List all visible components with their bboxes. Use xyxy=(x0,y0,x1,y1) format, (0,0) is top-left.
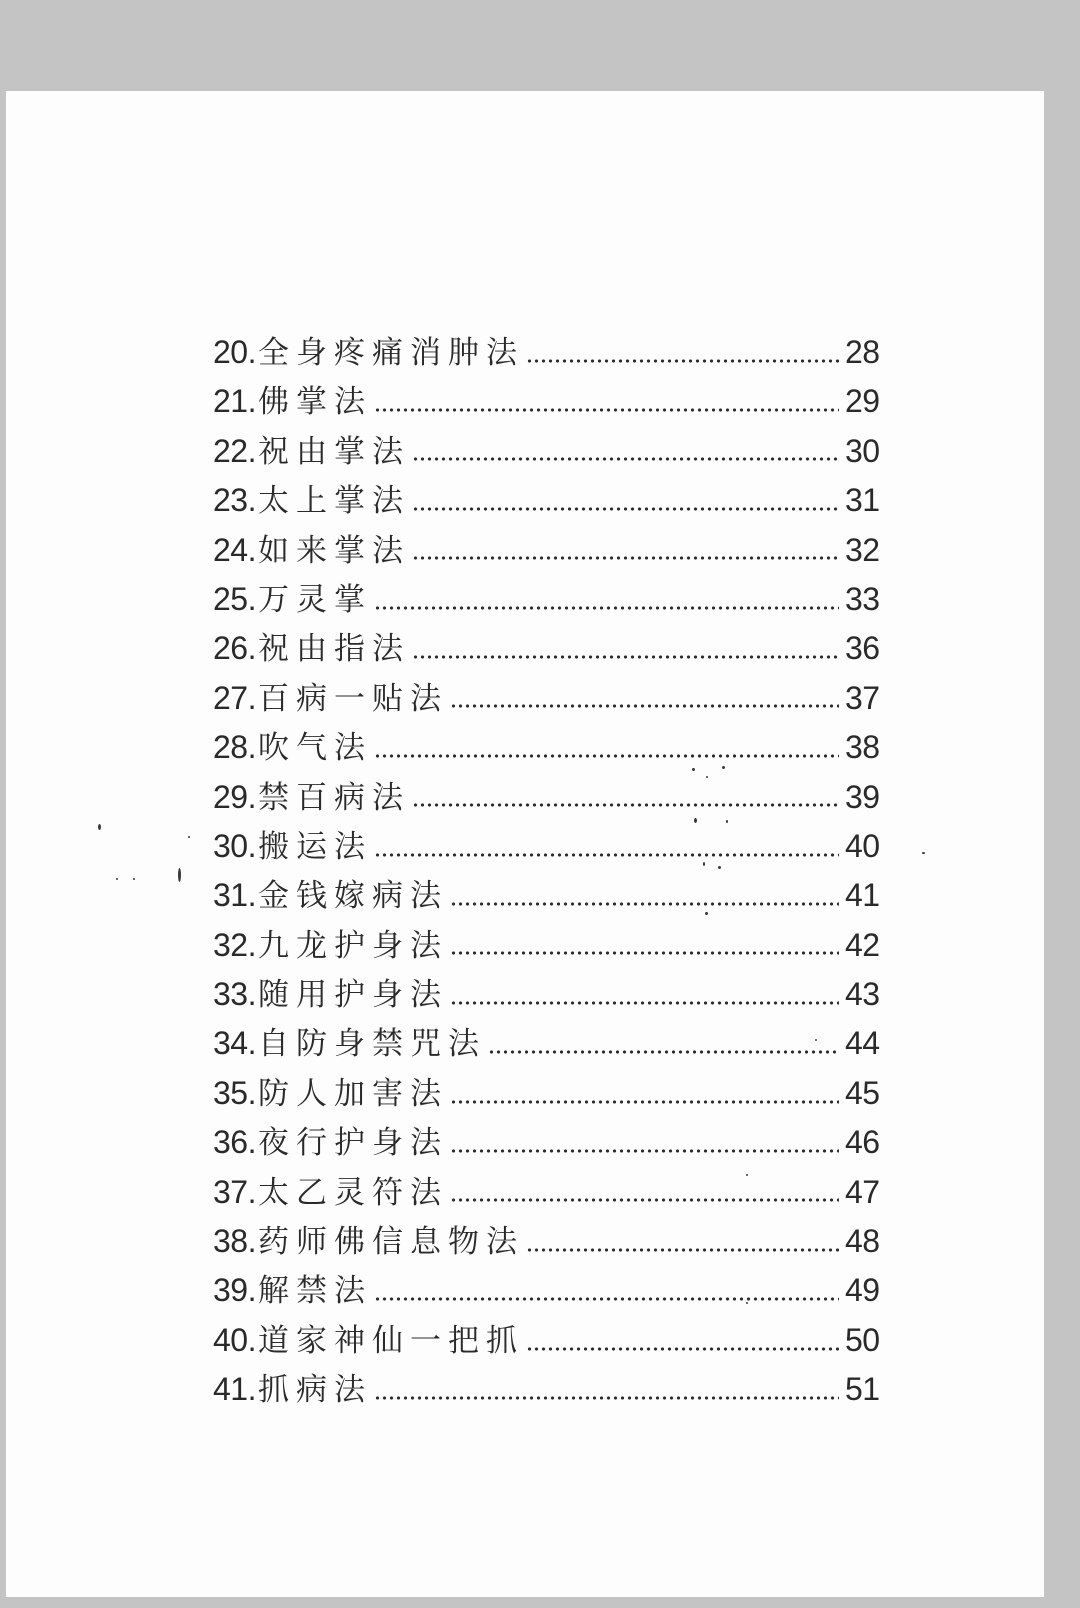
toc-dot-leader xyxy=(412,655,839,659)
scan-speck xyxy=(706,776,708,778)
toc-entry-page-number: 45 xyxy=(845,1074,880,1111)
scan-speck xyxy=(705,912,708,915)
toc-entry-title: 搬运法 xyxy=(257,828,372,865)
scan-speck xyxy=(98,824,101,830)
toc-entry-title: 夜行护身法 xyxy=(257,1125,448,1162)
toc-entry[interactable] xyxy=(213,970,885,1019)
toc-entry-page-number: 30 xyxy=(845,432,880,469)
toc-entry[interactable] xyxy=(213,575,885,624)
toc-entry-page-number: 39 xyxy=(845,778,880,815)
toc-entry-number: 30. xyxy=(213,827,256,864)
toc-entry[interactable] xyxy=(213,921,885,970)
toc-entry-number: 37. xyxy=(213,1173,256,1210)
toc-entry-number: 32. xyxy=(213,926,256,963)
toc-entry-page-number: 28 xyxy=(845,334,880,370)
toc-entry[interactable] xyxy=(213,1019,885,1068)
toc-entry-number: 25. xyxy=(213,580,256,617)
toc-dot-leader xyxy=(412,507,839,511)
toc-entry[interactable] xyxy=(213,1365,885,1414)
toc-dot-leader xyxy=(374,853,839,857)
toc-entry[interactable] xyxy=(213,624,885,673)
toc-entry-page-number: 43 xyxy=(845,976,880,1013)
toc-dot-leader xyxy=(450,902,839,906)
toc-entry[interactable] xyxy=(213,526,885,575)
toc-entry-title: 太乙灵符法 xyxy=(257,1174,448,1211)
scan-speck xyxy=(178,868,181,882)
toc-entry-title: 吹气法 xyxy=(257,730,372,767)
scan-speck xyxy=(746,1174,748,1176)
toc-entry-page-number: 29 xyxy=(845,383,880,420)
toc-entry-page-number: 33 xyxy=(845,580,880,617)
toc-entry-title: 百病一贴法 xyxy=(257,680,448,717)
toc-entry-page-number: 31 xyxy=(845,482,880,519)
toc-entry[interactable] xyxy=(213,1168,885,1217)
toc-entry-number: 39. xyxy=(213,1272,256,1309)
scan-speck xyxy=(133,878,135,880)
toc-entry[interactable] xyxy=(213,377,885,426)
toc-entry-number: 26. xyxy=(213,630,256,667)
toc-entry-page-number: 32 xyxy=(845,531,880,568)
toc-entry[interactable] xyxy=(213,1217,885,1266)
toc-entry-number: 41. xyxy=(213,1371,256,1408)
toc-dot-leader xyxy=(412,457,839,461)
toc-dot-leader xyxy=(450,1001,839,1005)
toc-entry-number: 28. xyxy=(213,729,256,766)
toc-entry-title: 全身疼痛消肿法 xyxy=(257,335,524,371)
toc-entry-title: 金钱嫁病法 xyxy=(257,878,448,915)
toc-entry[interactable] xyxy=(213,822,885,871)
toc-entry[interactable] xyxy=(213,328,885,377)
toc-dot-leader xyxy=(526,1248,839,1252)
scan-speck xyxy=(722,766,725,769)
toc-entry[interactable] xyxy=(213,427,885,476)
toc-entry-page-number: 38 xyxy=(845,729,880,766)
toc-entry-number: 20. xyxy=(213,334,256,370)
toc-entry-page-number: 41 xyxy=(845,877,880,914)
toc-entry-title: 佛掌法 xyxy=(257,384,372,421)
scan-speck xyxy=(703,862,705,866)
toc-entry-title: 药师佛信息物法 xyxy=(257,1224,524,1261)
toc-dot-leader xyxy=(450,1198,839,1202)
toc-entry-page-number: 47 xyxy=(845,1173,880,1210)
toc-dot-leader xyxy=(412,556,839,560)
scan-speck xyxy=(694,818,697,823)
toc-entry-page-number: 48 xyxy=(845,1223,880,1260)
toc-dot-leader xyxy=(526,1347,839,1351)
toc-entry[interactable] xyxy=(213,1316,885,1365)
toc-entry[interactable] xyxy=(213,476,885,525)
scan-speck xyxy=(922,852,925,854)
toc-dot-leader xyxy=(450,1100,839,1104)
toc-entry-number: 34. xyxy=(213,1025,256,1062)
scan-speck xyxy=(746,1302,748,1304)
toc-entry-page-number: 42 xyxy=(845,926,880,963)
toc-dot-leader xyxy=(374,1297,839,1301)
toc-entry-number: 31. xyxy=(213,877,256,914)
toc-entry-page-number: 40 xyxy=(845,827,880,864)
scan-speck xyxy=(692,768,695,771)
toc-entry[interactable] xyxy=(213,1118,885,1167)
toc-entry-title: 抓病法 xyxy=(257,1372,372,1409)
toc-entry[interactable] xyxy=(213,1069,885,1118)
toc-entry[interactable] xyxy=(213,773,885,822)
scan-speck xyxy=(815,1039,817,1041)
toc-entry-title: 禁百病法 xyxy=(257,779,410,816)
toc-entry-number: 33. xyxy=(213,976,256,1013)
toc-entry-page-number: 46 xyxy=(845,1124,880,1161)
table-of-contents xyxy=(213,328,885,1415)
toc-dot-leader xyxy=(412,803,839,807)
toc-entry[interactable] xyxy=(213,1266,885,1315)
toc-entry-title: 万灵掌 xyxy=(257,581,372,618)
toc-dot-leader xyxy=(526,359,839,363)
toc-entry-number: 35. xyxy=(213,1074,256,1111)
toc-dot-leader xyxy=(450,704,839,708)
toc-entry-title: 如来掌法 xyxy=(257,532,410,569)
toc-entry-number: 22. xyxy=(213,432,256,469)
toc-dot-leader xyxy=(374,606,839,610)
toc-dot-leader xyxy=(374,754,839,758)
scan-speck xyxy=(726,820,728,823)
toc-entry-title: 道家神仙一把抓 xyxy=(257,1322,524,1359)
scan-speck xyxy=(718,866,721,869)
scan-speck xyxy=(116,878,118,880)
toc-entry-page-number: 50 xyxy=(845,1321,880,1358)
toc-entry-number: 24. xyxy=(213,531,256,568)
toc-entry-number: 23. xyxy=(213,482,256,519)
toc-entry-number: 38. xyxy=(213,1223,256,1260)
toc-entry[interactable] xyxy=(213,674,885,723)
toc-entry-title: 祝由掌法 xyxy=(257,433,410,470)
toc-dot-leader xyxy=(374,1396,839,1400)
toc-entry-title: 祝由指法 xyxy=(257,631,410,668)
toc-entry-page-number: 44 xyxy=(845,1025,880,1062)
toc-entry-number: 36. xyxy=(213,1124,256,1161)
toc-entry-title: 随用护身法 xyxy=(257,977,448,1014)
toc-entry-title: 防人加害法 xyxy=(257,1075,448,1112)
toc-entry-number: 27. xyxy=(213,679,256,716)
toc-dot-leader xyxy=(450,951,839,955)
toc-entry[interactable] xyxy=(213,871,885,920)
toc-entry-title: 太上掌法 xyxy=(257,483,410,520)
toc-entry-number: 21. xyxy=(213,383,256,420)
toc-entry-number: 40. xyxy=(213,1321,256,1358)
toc-dot-leader xyxy=(374,408,839,412)
scan-speck xyxy=(188,836,190,838)
toc-entry-title: 九龙护身法 xyxy=(257,927,448,964)
toc-entry-title: 自防身禁咒法 xyxy=(257,1026,486,1063)
toc-dot-leader xyxy=(450,1149,839,1153)
toc-entry-page-number: 51 xyxy=(845,1371,880,1408)
toc-entry-page-number: 49 xyxy=(845,1272,880,1309)
toc-entry-page-number: 36 xyxy=(845,630,880,667)
toc-entry-page-number: 37 xyxy=(845,679,880,716)
toc-dot-leader xyxy=(488,1050,839,1054)
toc-entry[interactable] xyxy=(213,723,885,772)
toc-entry-title: 解禁法 xyxy=(257,1273,372,1310)
toc-entry-number: 29. xyxy=(213,778,256,815)
